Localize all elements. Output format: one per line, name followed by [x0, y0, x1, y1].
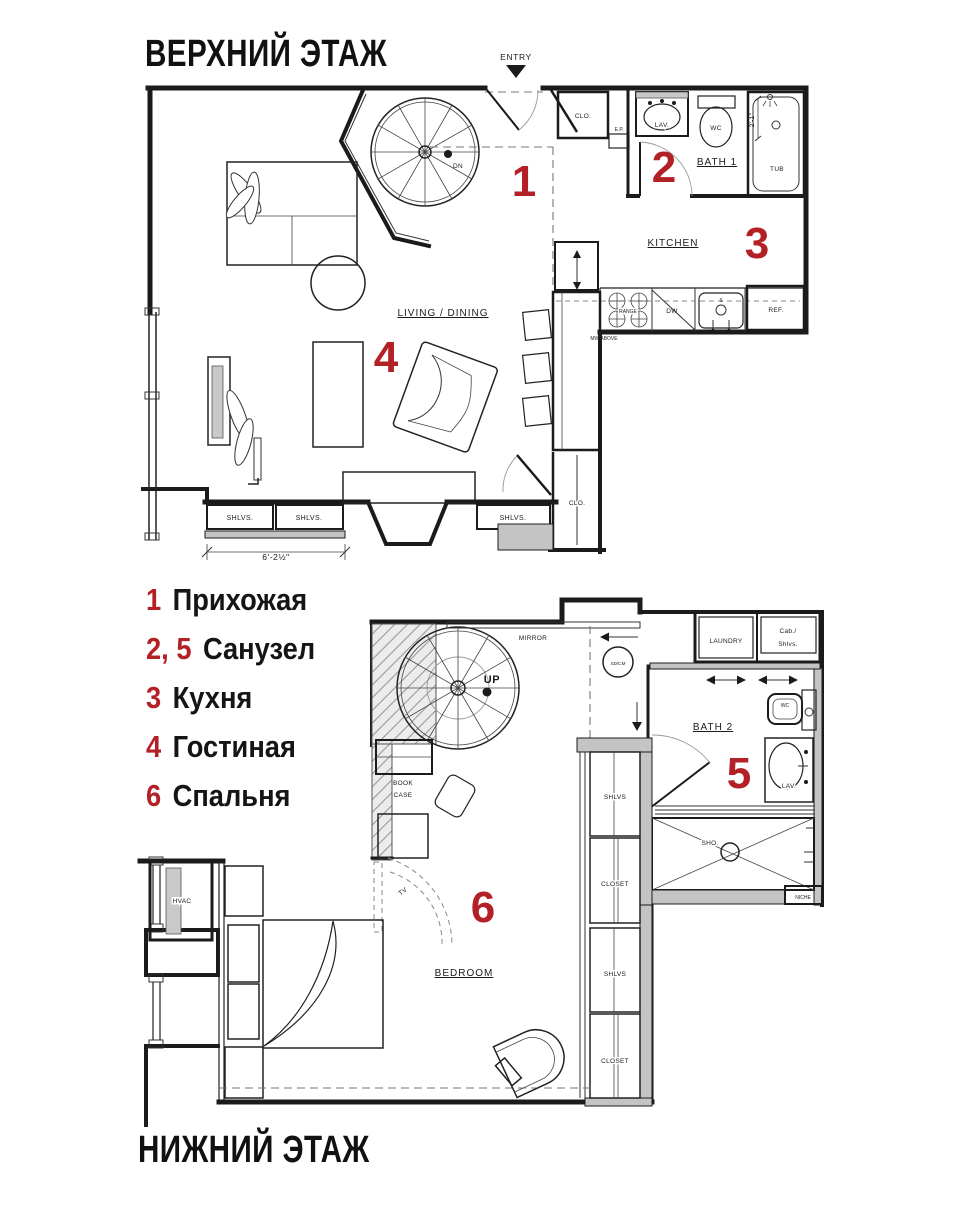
label-bedroom: BEDROOM: [434, 968, 494, 979]
coffee-table: [313, 342, 363, 447]
bed-storage-cubes: [225, 866, 263, 1098]
label-cab-shlvs: Shlvs.: [778, 641, 798, 648]
label-sho: SHO.: [701, 840, 719, 847]
label-tub: TUB: [770, 166, 784, 173]
label-sdcm: SD/CM: [610, 661, 626, 666]
room-number-2: 2: [651, 143, 677, 192]
corridor-arrow: [632, 702, 642, 731]
bath2-toilet: [768, 690, 816, 730]
label-shlvs-b: SHLVS: [603, 971, 627, 978]
laundry-block: [650, 612, 820, 685]
label-clo-top: CLO.: [574, 113, 592, 120]
label-hvac: HVAC: [172, 898, 192, 905]
lower-floor-title: НИЖНИЙ ЭТАЖ: [138, 1129, 370, 1171]
label-shlvs-2: SHLVS.: [295, 515, 323, 522]
label-dw: DW: [666, 308, 678, 315]
entry-arrow-icon: [506, 65, 526, 78]
label-tv: TV: [397, 886, 409, 898]
upper-floor-plan: [143, 52, 806, 562]
label-ref: REF.: [768, 307, 784, 314]
bath1-lavatory: [636, 92, 688, 136]
media-console: [208, 357, 230, 445]
bed: [263, 920, 383, 1048]
legend-label: Гостиная: [172, 729, 296, 764]
spiral-stair-upper: [371, 98, 479, 206]
room-number-1: 1: [511, 157, 537, 206]
bath1-toilet: [698, 96, 735, 147]
label-wc2: WC: [780, 703, 790, 709]
label-lav: LAV.: [654, 122, 670, 129]
label-shlvs-a: SHLVS: [603, 794, 627, 801]
room-number-4: 4: [373, 333, 399, 382]
label-bath1: BATH 1: [696, 157, 738, 168]
legend-label: Кухня: [172, 680, 253, 715]
label-mirror: MIRROR: [518, 635, 548, 642]
legend-label: Санузел: [202, 631, 316, 666]
legend-number: 3: [146, 680, 162, 715]
window-bench: [343, 472, 475, 503]
lower-floor-plan: [140, 600, 822, 1125]
label-niche: NICHE: [795, 895, 811, 901]
spiral-stair-lower: [397, 627, 519, 749]
desk-chair: [433, 773, 477, 819]
label-kitchen: KITCHEN: [647, 238, 699, 249]
label-lav2: LAV.: [781, 783, 797, 790]
label-book: BOOK: [393, 780, 413, 787]
bath2-door: [650, 735, 710, 808]
legend-number: 4: [146, 729, 162, 764]
legend-number: 2, 5: [146, 631, 192, 666]
label-bath2: BATH 2: [692, 722, 734, 733]
shower: [652, 806, 815, 890]
bar-peninsula: [523, 292, 600, 450]
room-number-5: 5: [726, 749, 752, 798]
bath2-lavatory: [765, 738, 813, 802]
legend-number: 1: [146, 582, 162, 617]
upper-floor-title: ВЕРХНИЙ ЭТАЖ: [145, 33, 388, 75]
room-number-6: 6: [470, 883, 496, 932]
label-sink: S: [719, 298, 723, 304]
legend-label: Прихожая: [172, 582, 308, 617]
armchair: [392, 341, 498, 453]
entry-door: [485, 65, 543, 130]
plant-side: [223, 388, 257, 467]
label-closet-a: CLOSET: [601, 881, 629, 888]
label-laundry: LAUNDRY: [709, 638, 743, 645]
label-bottom-dim: 6'-2½": [262, 552, 290, 562]
label-wc: WC: [710, 125, 722, 132]
label-range: RANGE: [619, 309, 637, 315]
label-closet-b: CLOSET: [601, 1058, 629, 1065]
label-living: LIVING / DINING: [397, 308, 489, 319]
room-number-3: 3: [744, 219, 770, 268]
label-ep: E.P.: [614, 127, 624, 133]
hatched-wall: [372, 624, 436, 744]
label-up: UP: [483, 674, 501, 686]
label-clo-bottom: CLO.: [568, 500, 586, 507]
kitchen-pantry: [555, 242, 598, 290]
tv-swing: [374, 858, 452, 946]
bath1-tub: [748, 92, 804, 196]
label-dn: DN: [453, 163, 463, 170]
electrical-panel: [609, 134, 629, 148]
label-tub-dim: 2'-1": [749, 112, 756, 128]
label-cab: Cab./: [779, 628, 797, 635]
label-case: CASE: [393, 792, 413, 799]
label-shlvs-1: SHLVS.: [226, 515, 254, 522]
round-table: [311, 256, 365, 310]
label-shlvs-3: SHLVS.: [499, 515, 527, 522]
label-entry: ENTRY: [500, 52, 532, 62]
label-mw-above: MW ABOVE: [590, 336, 618, 342]
legend-number: 6: [146, 778, 162, 813]
legend-label: Спальня: [172, 778, 291, 813]
